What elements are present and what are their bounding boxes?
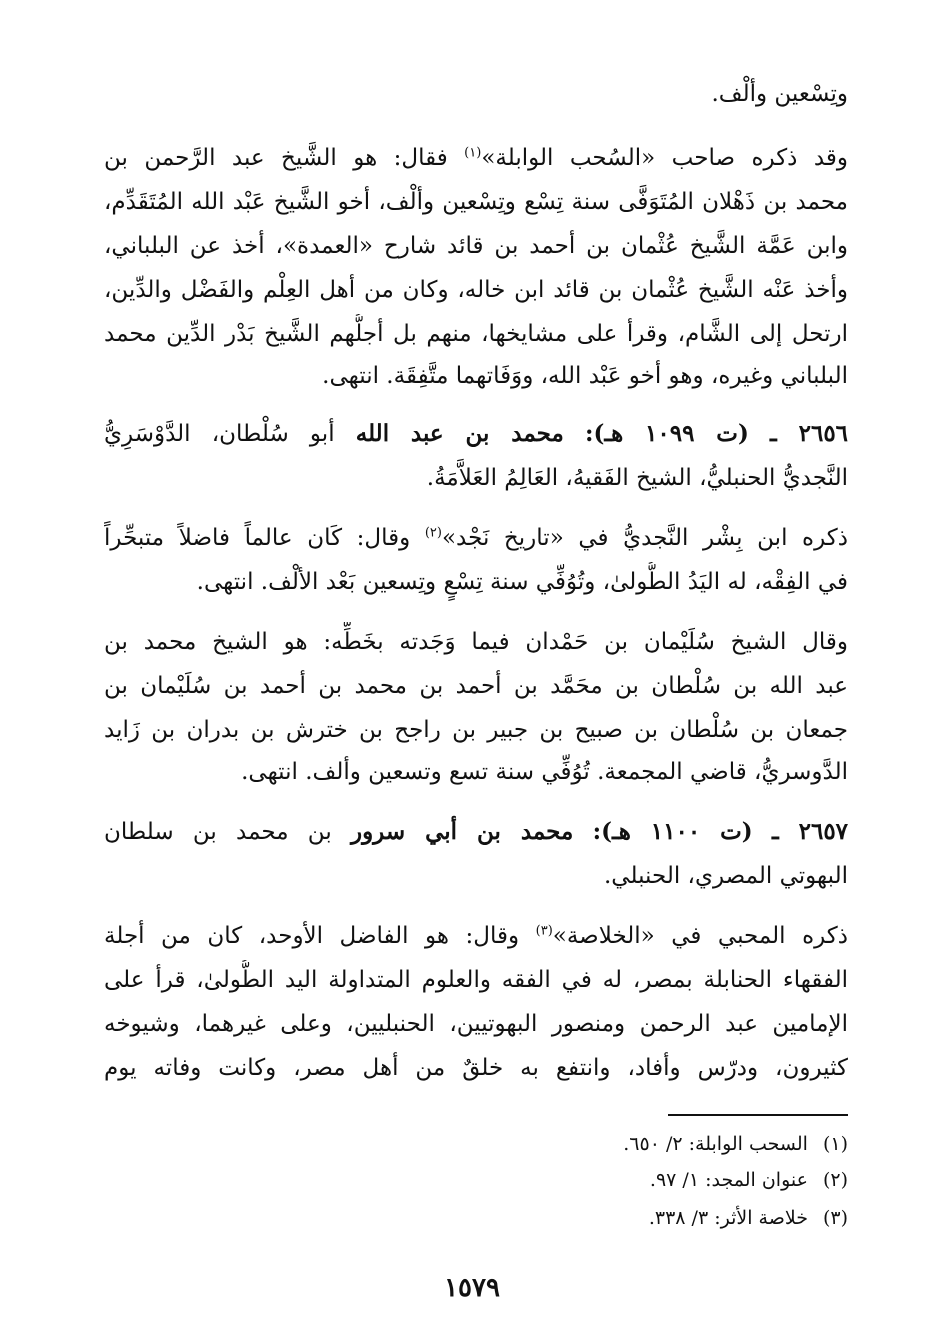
line-text: كثيرون، ودرّس وأفاد، وانتفع به خلقٌ من أهل مصر، وكانت وفاته يوم bbox=[104, 1055, 848, 1081]
text-line bbox=[104, 666, 848, 706]
footnote-text: خلاصة الأثر: ٣/ ٣٣٨. bbox=[648, 1207, 808, 1229]
entry-heading-2657 bbox=[104, 812, 848, 852]
line-text: الدَّوسريُّ، قاضي المجمعة. تُوُفِّي سنة تسع وتسعين وألف. انتهى. bbox=[241, 759, 848, 785]
line-text: ذكره ابن بِشْر النَّجديُّ في «تاريخ نَجْد» bbox=[441, 525, 848, 551]
entry-number: ٢٦٥٦ ـ bbox=[770, 420, 848, 447]
footnote-marker[interactable]: (١) bbox=[464, 145, 482, 161]
footnote-marker[interactable]: (٢) bbox=[424, 525, 442, 541]
line-text: محمد بن ذَهْلان المُتَوَفَّى سنة تِسْع وتِسْعين وألْف، أخو الشَّيخ عَبْد الله المُتَقَدِّم، bbox=[104, 189, 848, 215]
text-line bbox=[104, 562, 848, 602]
line-text: وابن عَمَّة الشَّيخ عُثْمان بن أحمد بن قائد شارح «العمدة»، أخذ عن البلباني، bbox=[104, 233, 848, 259]
text-line bbox=[104, 74, 848, 114]
text-line bbox=[104, 960, 848, 1000]
entry-name-rest: بن محمد بن سلطان bbox=[104, 819, 351, 845]
text-line bbox=[104, 710, 848, 750]
text-line bbox=[104, 1004, 848, 1044]
line-text: عبد الله بن سُلْطان بن محَمَّد بن أحمد بن محمد بن أحمد بن سُلَيْمان بن bbox=[104, 673, 848, 699]
footnote-2 bbox=[400, 1164, 848, 1196]
line-text: النَّجديُّ الحنبليُّ، الشيخ الفَقيهُ، العَالِمُ العَلاَّمَةُ. bbox=[426, 465, 848, 491]
footnote-number: (١) bbox=[822, 1133, 848, 1155]
line-text: الإمامين عبد الرحمن ومنصور البهوتيين، الحنبليين، وعلى غيرهما، وشيوخه bbox=[104, 1011, 848, 1037]
text-line bbox=[104, 856, 848, 896]
entry-name-rest: أبو سُلْطان، الدَّوْسَرِيُّ bbox=[104, 421, 356, 447]
entry-name: محمد بن أبي سرور bbox=[350, 818, 574, 845]
footnote-3 bbox=[400, 1202, 848, 1234]
text-line bbox=[104, 622, 848, 662]
line-text: ارتحل إلى الشَّام، وقرأ على مشايخها، منهم بل أجلُّهم الشَّيخ بَدْر الدِّين محمد bbox=[104, 321, 848, 347]
line-text: ذكره المحبي في «الخلاصة» bbox=[552, 923, 848, 949]
line-text: وقال الشيخ سُلَيْمان بن حَمْدان فيما وَجَدته بخَطِّه: هو الشيخ محمد بن bbox=[104, 629, 848, 655]
line-text: البهوتي المصري، الحنبلي. bbox=[604, 863, 848, 889]
entry-heading-2656 bbox=[104, 414, 848, 454]
footnote-text: عنوان المجد: ١/ ٩٧. bbox=[649, 1169, 808, 1191]
entry-number: ٢٦٥٧ ـ bbox=[771, 818, 848, 845]
text-line bbox=[104, 518, 848, 558]
text-line bbox=[104, 356, 848, 396]
footnote-marker[interactable]: (٣) bbox=[535, 923, 553, 939]
footnote-number: (٢) bbox=[822, 1169, 848, 1191]
line-text: جمعان بن سُلْطان بن صبيح بن جبير بن راجح بن خترش بن بدران بن زَايد bbox=[104, 717, 848, 743]
entry-death-date: (ت ١٠٩٩ هـ): bbox=[584, 420, 749, 447]
line-text: وقد ذكره صاحب «السُحب الوابلة» bbox=[481, 145, 848, 171]
line-text: وقال: كَان عالماً فاضلاً متبحِّراً bbox=[104, 525, 425, 551]
entry-death-date: (ت ١١٠٠ هـ): bbox=[592, 818, 753, 845]
footnote-separator bbox=[668, 1114, 848, 1116]
text-line bbox=[104, 314, 848, 354]
footnote-1 bbox=[400, 1128, 848, 1160]
line-text: وتِسْعين وألْف. bbox=[711, 81, 848, 107]
line-text: الفقهاء الحنابلة بمصر، له في الفقه والعلوم المتداولة اليد الطُّولىٰ، قرأ على bbox=[104, 967, 848, 993]
entry-name: محمد بن عبد الله bbox=[355, 420, 564, 447]
line-text: في الفِقْه، له اليَدُ الطُّولىٰ، وتُوُفِّي سنة تِسْعٍ وتِسعين بَعْد الألْف. انتهى. bbox=[196, 569, 848, 595]
text-line bbox=[104, 752, 848, 792]
text-line bbox=[104, 916, 848, 956]
text-line bbox=[104, 226, 848, 266]
line-text: البلباني وغيره، وهو أخو عَبْد الله، ووَفَاتهما متَّفِقَة. انتهى. bbox=[322, 363, 848, 389]
footnote-number: (٣) bbox=[822, 1207, 848, 1229]
text-line bbox=[104, 458, 848, 498]
line-text: وأخذ عَنْه الشَّيخ عُثْمان بن قائد ابن خاله، وكان من أهل العِلْم والفَضْل والدِّين، bbox=[104, 277, 848, 303]
text-line bbox=[104, 270, 848, 310]
text-line bbox=[104, 182, 848, 222]
text-line bbox=[104, 1048, 848, 1088]
page-number: ١٥٧٩ bbox=[444, 1273, 500, 1303]
text-line bbox=[104, 138, 848, 178]
line-text: فقال: هو الشَّيخ عبد الرَّحمن بن bbox=[104, 145, 465, 171]
footnote-text: السحب الوابلة: ٢/ ٦٥٠. bbox=[623, 1133, 808, 1155]
line-text: وقال: هو الفاضل الأوحد، كان من أجلة bbox=[104, 923, 536, 949]
